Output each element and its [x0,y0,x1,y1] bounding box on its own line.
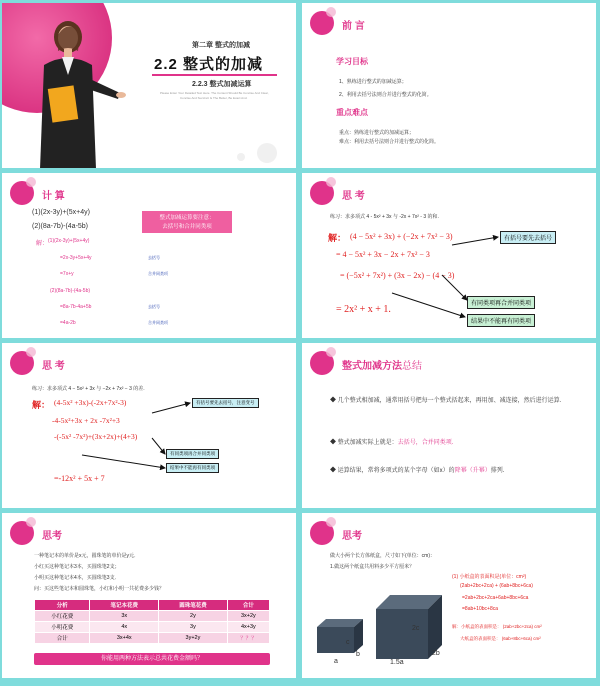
slide-heading: 前 言 [342,21,365,32]
step-tag: 去括号 [148,304,160,309]
solution-line: =8ab+10bc+8ca [462,606,499,612]
bullet-2-highlight: 去括号，合并同类项. [397,440,454,446]
table-row [35,611,270,622]
problem-2: (2)(8a-7b)-(4a-5b) [32,223,89,230]
math-line: -(-5x² -7x²)+(3x+2x)+(4+3) [54,432,138,441]
bullet-1 [330,395,580,407]
slide-heading: 思 考 [342,191,365,202]
question-line: 1.做这两个纸盒共用料多少平方厘米？ [330,564,415,570]
dimension-label: a [334,658,338,665]
table-row [35,633,270,644]
cell: 4x+3y [227,622,269,633]
slide-calc[interactable] [2,173,296,338]
dimension-label: c [346,639,350,646]
chapter-label: 第二章 整式的加减 [192,42,250,49]
step-line: (2)(8a-7b)-(4a-5b) [50,288,91,294]
hint-box: 有括号要先去括号，注意变号 [192,398,259,408]
solution-line: =2ab+2bc+2ca+6ab+8bc+6ca [462,595,529,601]
subtitle: 2.2.3 整式加减运算 [192,81,252,88]
slide-title[interactable] [2,3,296,168]
header-cell: 圆珠笔花费 [159,600,228,611]
step-tag: 合并同类项 [148,271,168,276]
hint-box: 有括号要先去括号 [500,231,556,244]
bullet-3 [330,465,504,474]
box-diagram [312,581,452,676]
table-row [35,622,270,633]
slide-heading [342,357,422,372]
hint-box: 结果中不能再有同类项 [166,463,219,473]
question-line: 一种笔记本的单价是x元，圆珠笔的单价是y元． [34,553,140,559]
key-1: 重点：熟练进行整式的加减运算； [339,130,415,136]
answer-label: 解： [36,241,49,247]
question-line: 问：买这些笔记本和圆珠笔，小红和小明一共花费多少钱？ [34,586,165,592]
diamond-icon: ◆ [330,468,338,474]
small-pink-circle [26,177,36,187]
cell: ？？？ [227,633,269,644]
dimension-label: 2b [432,650,440,657]
bullet-1-text: 几个整式相加减，通常用括号把每一个整式括起来，再用加、减连接，然后进行运算． [337,398,566,404]
cell: 3y+2y [159,633,228,644]
small-circle [237,153,245,161]
key-2: 难点：利用去括号法则合并进行整式的化简。 [339,139,440,145]
slide-think-table[interactable] [2,513,296,678]
bullet-3-highlight: 降幂（升幂） [454,468,491,474]
solution-line: (1) 小纸盒的表面积是(单位：cm²) [452,574,527,580]
math-line: = 4 − 5x² + 3x − 2x + 7x² − 3 [336,250,430,259]
cell: 合计 [35,633,90,644]
heading-main: 整式加减方法 [342,361,402,372]
slide-think-boxes[interactable] [302,513,596,678]
step-line: =7x+y [60,271,74,277]
goal-1: 1、熟练进行整式的加减运算； [339,79,407,85]
header-cell: 笔记本花费 [90,600,159,611]
question-line: 做大小两个长方体纸盒，尺寸如下(单位：cm)： [330,553,435,559]
bullet-2 [330,437,453,446]
slide-heading: 计 算 [42,191,65,202]
step-line: =2x-3y+5x+4y [60,255,92,261]
slide-summary[interactable] [302,343,596,508]
math-line: =-12x² + 5x + 7 [54,474,105,483]
cell: 3y [159,622,228,633]
bottom-banner: 你能用两种方法表示总共花费金额吗？ [34,653,270,665]
slide-heading: 思考 [42,531,62,542]
goal-heading: 学习目标 [336,57,368,66]
small-pink-circle [326,7,336,17]
slide-think-sum[interactable] [302,173,596,338]
hint-box: 结果中不能再有同类项 [467,314,535,327]
heading-suffix: 总结 [402,361,422,372]
step-line: =8a-7b-4a+5b [60,304,92,310]
note-line-2: 去括号和合并同类项 [162,224,212,230]
key-heading: 重点难点 [336,108,368,117]
cell: 4x [90,622,159,633]
dimension-label: b [356,651,360,658]
answer-label: 解： [32,400,51,410]
small-pink-circle [26,517,36,527]
answer-label: 解： [328,233,347,243]
goal-2: 2、利用去括号法则合并进行整式的化简。 [339,92,432,98]
bullet-2-text: 整式加减实际上就是： [337,440,398,446]
step-line: =4a-2b [60,320,76,326]
math-line: (4 − 5x² + 3x) + (−2x + 7x² − 3) [350,232,453,241]
question-line: 小红买这种笔记本3本，买圆珠笔2支； [34,564,120,570]
diamond-icon: ◆ [330,440,338,446]
solution-line: 解：小纸盒的表面积是： (2ab+2bc+2ca) cm² [452,624,542,629]
cell: 小明花费 [35,622,90,633]
exercise-text: 练习：求多项式 4 - 5x² + 3x 与 -2x + 7x² - 3 的和. [330,214,439,220]
english-line-2: Concise And Succinct Is The Better, Be Exact And. [180,96,248,100]
cost-table [34,599,270,644]
note-line-1: 整式加减运算要注意： [159,215,215,221]
small-circle [257,143,277,163]
step-tag: 去括号 [148,255,160,260]
cell: 3x+2y [227,611,269,622]
presenter-woman-image [20,9,130,168]
small-pink-circle [326,517,336,527]
small-box [317,619,363,653]
header-cell: 分析 [35,600,90,611]
arrows [2,343,296,508]
question-line: 小明买这种笔记本4本，买圆珠笔3支． [34,575,120,581]
bullet-3-end: 排列. [490,468,505,474]
arrows [302,173,596,338]
hint-box: 有同类项再合并同类项 [166,449,219,459]
problem-1: (1)(2x-3y)+(5x+4y) [32,209,90,216]
cell: 3x+4x [90,633,159,644]
slide-heading: 思 考 [42,361,65,372]
dimension-label: 1.5a [390,659,404,666]
math-line: -4-5x²+3x + 2x -7x²+3 [52,416,120,425]
diamond-icon: ◆ [330,398,338,404]
slide-preface[interactable] [302,3,596,168]
math-line: = 2x² + x + 1. [336,304,391,315]
cell: 2y [159,611,228,622]
hint-box: 有同类项再合并同类项 [467,296,535,309]
slide-think-diff[interactable] [2,343,296,508]
solution-line: (2ab+2bc+2ca) + (6ab+8bc+6ca) [460,583,533,589]
table-header [35,600,270,611]
cell: 3x [90,611,159,622]
step-tag: 合并同类项 [148,320,168,325]
math-line: = (−5x² + 7x²) + (3x − 2x) − (4 − 3) [340,271,455,280]
bullet-3-text: 运算结果，常将多项式的某个字母（如x）的 [337,468,455,474]
small-pink-circle [326,347,336,357]
exercise-text: 练习：求多项式 4 − 5x² + 3x 与 −2x + 7x² − 3 的差. [32,386,145,392]
title-underline [152,74,277,76]
slide-heading: 思考 [342,531,362,542]
math-line: (4-5x² +3x)-(-2x+7x²-3) [54,398,127,407]
english-line-1: Please Enter Your Detailed Text Here. The Content Should Be Concise And Clear, [160,91,269,95]
dimension-label: 2c [412,625,420,632]
header-cell: 合计 [227,600,269,611]
cell: 小红花费 [35,611,90,622]
note-box [142,211,232,233]
solution-line: 大纸盒的表面积是： (6ab+8bc+6ca) cm² [460,636,541,641]
main-title: 2.2 整式的加减 [154,56,264,73]
step-line: (1)(2x-3y)+(5x+4y) [48,238,90,244]
